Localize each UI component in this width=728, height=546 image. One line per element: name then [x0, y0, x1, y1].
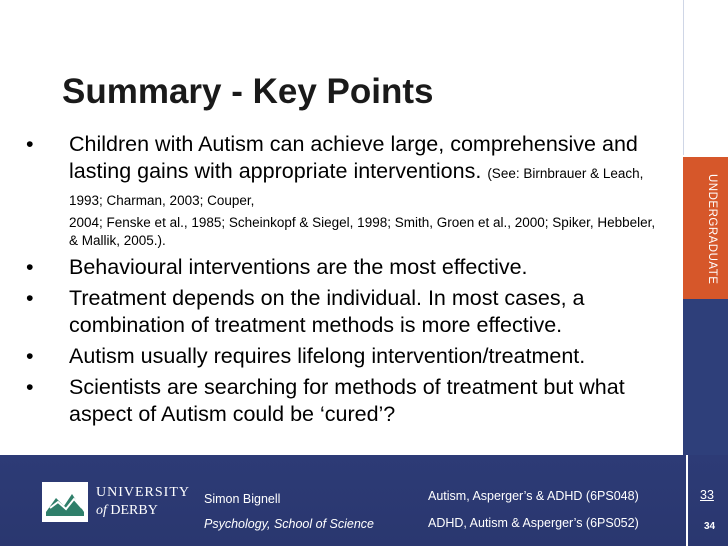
sidebar-top-panel — [683, 0, 728, 155]
bullet-list — [26, 131, 666, 432]
footer-divider — [686, 455, 688, 546]
sidebar-divider-line — [683, 0, 684, 155]
logo-wordmark-rest: DERBY — [110, 503, 158, 518]
mountain-logo-graphic — [42, 482, 88, 522]
bullet-marker: • — [26, 344, 34, 368]
bullet-marker: • — [26, 132, 34, 156]
slide-title: Summary - Key Points — [62, 72, 434, 111]
bullet-item-4 — [26, 343, 666, 370]
sidebar-blue-band — [683, 299, 728, 455]
bullet-marker: • — [26, 255, 34, 279]
bullet-item-5 — [26, 374, 666, 428]
footer-bar — [0, 455, 728, 546]
sidebar-label: UNDERGRADUATE — [706, 173, 718, 285]
bullet-item-2 — [26, 254, 666, 281]
bullet-text: Scientists are searching for methods of treatment but what aspect of Autism could be ‘cured’? — [69, 375, 625, 426]
bullet-text: Autism usually requires lifelong intervention/treatment. — [69, 344, 586, 368]
footer-course-2: ADHD, Autism & Asperger’s (6PS052) — [428, 516, 639, 530]
bullet-item-3 — [26, 285, 666, 339]
logo-wordmark-line2 — [96, 503, 158, 519]
footer-author: Simon Bignell — [204, 492, 281, 506]
citation-rest: 2004; Fenske et al., 1985; Scheinkopf & Siegel, 1998; Smith, Groen et al., 2000; Spiker, Hebbeler, & Mallik, 2005.). — [69, 215, 656, 248]
footer-department: Psychology, School of Science — [204, 517, 375, 531]
citation-lead: (See: Birnbrauer & Leach, 1993; Charman, 2003; Couper, — [69, 166, 644, 208]
logo-wordmark-line1: UNIVERSITY — [96, 485, 190, 500]
bullet-text: Children with Autism can achieve large, comprehensive and lasting gains with appropriate interventions. — [69, 132, 638, 183]
bullet-item-1 — [26, 131, 666, 250]
bullet-marker: • — [26, 375, 34, 399]
slide-number-link[interactable]: 33 — [700, 488, 714, 502]
footer-course-1: Autism, Asperger’s & ADHD (6PS048) — [428, 489, 639, 503]
mountain-logo-icon — [42, 482, 88, 522]
page-number: 34 — [704, 521, 716, 532]
bullet-text: Behavioural interventions are the most effective. — [69, 255, 528, 279]
university-logo — [42, 482, 192, 522]
bullet-text: Treatment depends on the individual. In most cases, a combination of treatment methods is more effective. — [69, 286, 585, 337]
logo-wordmark-prefix: of — [96, 503, 107, 518]
bullet-marker: • — [26, 286, 34, 310]
